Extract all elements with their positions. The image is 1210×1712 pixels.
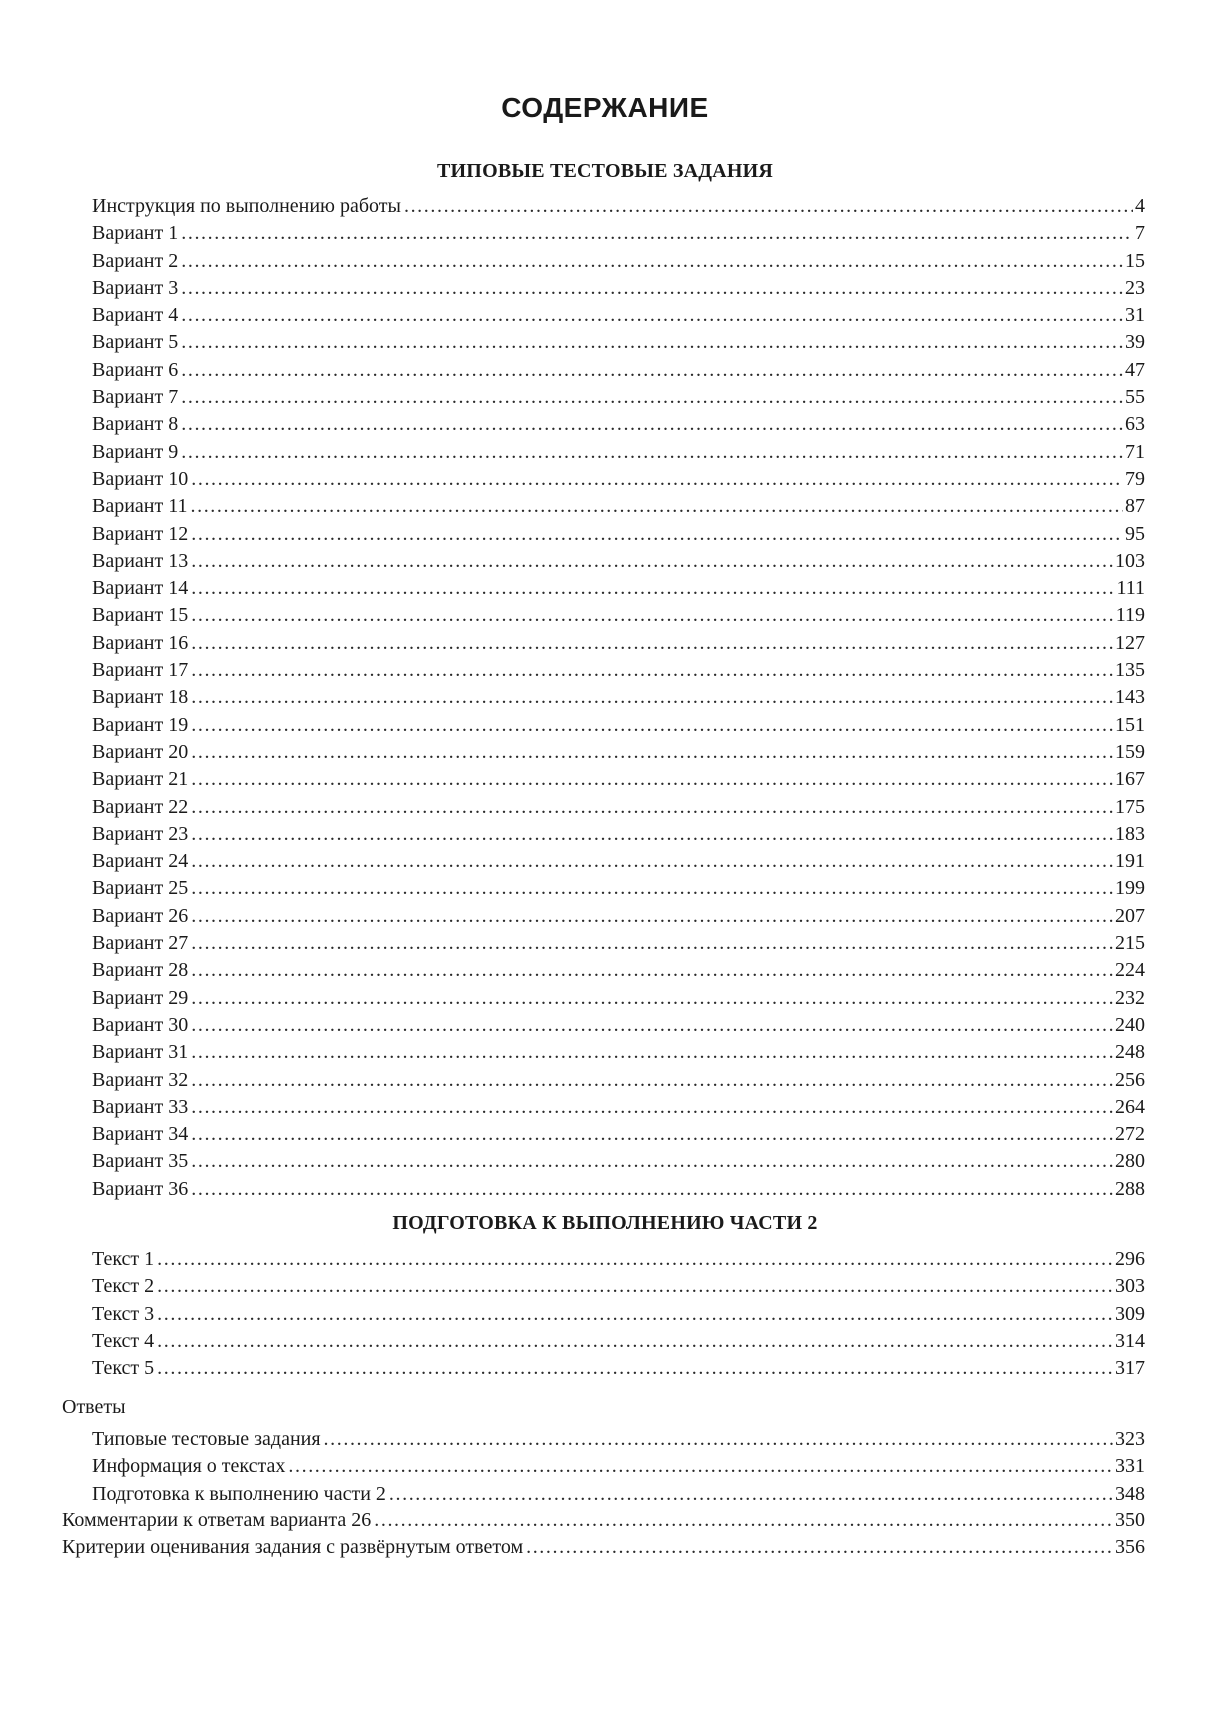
toc-dot-leader <box>191 1094 1113 1121</box>
toc-entry-page-number: 87 <box>1125 495 1145 518</box>
toc-entry-page-number: 264 <box>1115 1095 1145 1118</box>
toc-entry-label: Комментарии к ответам варианта 26 <box>62 1509 372 1531</box>
toc-entry-page-number: 288 <box>1115 1177 1145 1200</box>
toc-entry[interactable] <box>92 329 1145 356</box>
toc-entry[interactable] <box>92 766 1145 793</box>
toc-dot-leader <box>191 1121 1113 1148</box>
toc-list-tail <box>62 1507 1145 1562</box>
toc-entry[interactable] <box>92 1301 1145 1328</box>
toc-entry[interactable] <box>92 821 1145 848</box>
toc-dot-leader <box>181 220 1133 247</box>
toc-dot-leader <box>191 493 1124 520</box>
toc-dot-leader <box>157 1246 1113 1273</box>
toc-entry-page-number: 256 <box>1115 1068 1145 1091</box>
toc-entry[interactable] <box>92 1094 1145 1121</box>
toc-entry[interactable] <box>92 1121 1145 1148</box>
toc-entry[interactable] <box>92 1148 1145 1175</box>
toc-entry-label: Вариант 3 <box>92 276 179 299</box>
toc-entry-page-number: 303 <box>1115 1275 1145 1298</box>
toc-entry-label: Вариант 4 <box>92 304 179 327</box>
toc-dot-leader <box>191 875 1113 902</box>
toc-entry-label: Вариант 30 <box>92 1013 189 1036</box>
toc-dot-leader <box>191 657 1113 684</box>
toc-entry-label: Вариант 10 <box>92 467 189 490</box>
toc-dot-leader <box>191 602 1113 629</box>
toc-entry[interactable] <box>92 903 1145 930</box>
toc-entry-page-number: 356 <box>1115 1536 1145 1559</box>
toc-entry[interactable] <box>92 193 1145 220</box>
toc-entry[interactable] <box>92 930 1145 957</box>
toc-entry-label: Критерии оценивания задания с развёрнутым ответом <box>62 1536 524 1559</box>
toc-dot-leader <box>181 384 1123 411</box>
toc-entry-label: Типовые тестовые задания <box>92 1428 321 1450</box>
toc-entry-label: Подготовка к выполнению части 2 <box>92 1482 386 1505</box>
toc-entry[interactable] <box>92 466 1145 493</box>
toc-entry-page-number: 207 <box>1115 904 1145 927</box>
toc-entry[interactable] <box>92 1328 1145 1355</box>
toc-entry-label: Инструкция по выполнению работы <box>92 195 401 217</box>
toc-entry[interactable] <box>92 1176 1145 1203</box>
toc-dot-leader <box>324 1426 1113 1453</box>
toc-entry-page-number: 317 <box>1115 1357 1145 1380</box>
toc-dot-leader <box>191 1012 1113 1039</box>
toc-entry-label: Текст 5 <box>92 1357 155 1380</box>
toc-entry-page-number: 31 <box>1125 304 1145 327</box>
toc-entry[interactable] <box>92 1273 1145 1300</box>
toc-entry-page-number: 167 <box>1115 768 1145 791</box>
toc-entry-label: Вариант 16 <box>92 631 189 654</box>
toc-dot-leader <box>191 903 1113 930</box>
toc-entry-page-number: 309 <box>1115 1302 1145 1325</box>
toc-entry-page-number: 4 <box>1135 195 1145 217</box>
toc-entry-label: Вариант 23 <box>92 822 189 845</box>
toc-dot-leader <box>191 739 1113 766</box>
toc-entry-label: Вариант 14 <box>92 577 189 600</box>
toc-entry[interactable] <box>92 1355 1145 1382</box>
toc-entry[interactable] <box>92 248 1145 275</box>
toc-entry-label: Текст 3 <box>92 1302 155 1325</box>
toc-entry-page-number: 215 <box>1115 932 1145 955</box>
toc-entry[interactable] <box>92 602 1145 629</box>
toc-entry-page-number: 191 <box>1115 850 1145 873</box>
toc-entry[interactable] <box>92 957 1145 984</box>
toc-entry-label: Вариант 12 <box>92 522 189 545</box>
toc-entry-page-number: 199 <box>1115 877 1145 900</box>
toc-dot-leader <box>181 411 1123 438</box>
toc-entry-label: Вариант 1 <box>92 222 179 245</box>
toc-entry[interactable] <box>92 684 1145 711</box>
toc-entry-page-number: 55 <box>1125 386 1145 409</box>
toc-entry[interactable] <box>62 1507 1145 1534</box>
toc-entry-page-number: 240 <box>1115 1013 1145 1036</box>
toc-entry-label: Вариант 26 <box>92 904 189 927</box>
answers-heading: Ответы <box>62 1396 126 1418</box>
toc-entry-label: Вариант 18 <box>92 686 189 709</box>
toc-entry-label: Текст 2 <box>92 1275 155 1298</box>
toc-dot-leader <box>404 193 1133 220</box>
toc-dot-leader <box>191 521 1123 548</box>
toc-entry-label: Вариант 25 <box>92 877 189 900</box>
toc-entry-page-number: 331 <box>1115 1455 1145 1478</box>
toc-entry-page-number: 183 <box>1115 822 1145 845</box>
toc-dot-leader <box>157 1355 1113 1382</box>
toc-list-typical-tasks <box>92 193 1145 1203</box>
toc-dot-leader <box>191 821 1113 848</box>
toc-entry[interactable] <box>92 1246 1145 1273</box>
toc-entry-page-number: 7 <box>1135 222 1145 245</box>
toc-entry-page-number: 296 <box>1115 1248 1145 1270</box>
toc-entry-page-number: 224 <box>1115 959 1145 982</box>
toc-entry-page-number: 232 <box>1115 986 1145 1009</box>
toc-entry[interactable] <box>92 1039 1145 1066</box>
toc-entry-label: Вариант 15 <box>92 604 189 627</box>
page-title: СОДЕРЖАНИЕ <box>501 92 709 123</box>
toc-dot-leader <box>389 1481 1113 1508</box>
toc-entry[interactable] <box>92 521 1145 548</box>
toc-entry[interactable] <box>92 575 1145 602</box>
toc-entry-label: Вариант 34 <box>92 1123 189 1146</box>
toc-dot-leader <box>191 575 1114 602</box>
toc-entry-label: Вариант 20 <box>92 740 189 763</box>
toc-dot-leader <box>181 329 1123 356</box>
toc-entry-label: Вариант 13 <box>92 549 189 572</box>
toc-entry-label: Вариант 17 <box>92 659 189 682</box>
toc-entry-page-number: 159 <box>1115 740 1145 763</box>
toc-dot-leader <box>191 766 1113 793</box>
toc-entry[interactable] <box>92 875 1145 902</box>
toc-entry-page-number: 63 <box>1125 413 1145 436</box>
toc-entry-page-number: 135 <box>1115 659 1145 682</box>
toc-entry-label: Текст 1 <box>92 1248 155 1270</box>
toc-dot-leader <box>157 1328 1113 1355</box>
section-title-typical-tasks: ТИПОВЫЕ ТЕСТОВЫЕ ЗАДАНИЯ <box>437 160 773 182</box>
toc-dot-leader <box>191 1039 1113 1066</box>
toc-entry[interactable] <box>92 411 1145 438</box>
toc-dot-leader <box>191 985 1113 1012</box>
toc-entry-label: Вариант 32 <box>92 1068 189 1091</box>
toc-entry-label: Вариант 27 <box>92 932 189 955</box>
toc-entry-label: Вариант 28 <box>92 959 189 982</box>
toc-entry-page-number: 248 <box>1115 1041 1145 1064</box>
toc-entry-label: Вариант 5 <box>92 331 179 354</box>
toc-entry-page-number: 314 <box>1115 1329 1145 1352</box>
toc-entry[interactable] <box>92 548 1145 575</box>
toc-entry[interactable] <box>92 630 1145 657</box>
toc-entry-page-number: 272 <box>1115 1123 1145 1146</box>
toc-entry-label: Вариант 36 <box>92 1177 189 1200</box>
toc-list-part2 <box>92 1246 1145 1382</box>
toc-dot-leader <box>191 630 1113 657</box>
toc-entry-page-number: 47 <box>1125 358 1145 381</box>
toc-dot-leader <box>157 1301 1113 1328</box>
toc-entry-page-number: 280 <box>1115 1150 1145 1173</box>
toc-entry[interactable] <box>92 439 1145 466</box>
toc-entry-label: Вариант 24 <box>92 850 189 873</box>
toc-entry[interactable] <box>92 1426 1145 1453</box>
toc-entry[interactable] <box>92 357 1145 384</box>
toc-entry[interactable] <box>62 1534 1145 1561</box>
toc-entry-label: Вариант 22 <box>92 795 189 818</box>
toc-entry-page-number: 323 <box>1115 1428 1145 1450</box>
toc-entry-label: Информация о текстах <box>92 1455 286 1478</box>
toc-entry[interactable] <box>92 739 1145 766</box>
toc-entry-page-number: 119 <box>1115 604 1145 627</box>
toc-dot-leader <box>191 1067 1113 1094</box>
toc-entry[interactable] <box>92 384 1145 411</box>
toc-dot-leader <box>181 357 1123 384</box>
toc-entry[interactable] <box>92 794 1145 821</box>
toc-entry-label: Вариант 6 <box>92 358 179 381</box>
toc-entry-label: Вариант 8 <box>92 413 179 436</box>
toc-entry-page-number: 39 <box>1125 331 1145 354</box>
toc-entry-label: Вариант 7 <box>92 386 179 409</box>
toc-entry-label: Текст 4 <box>92 1329 155 1352</box>
toc-entry-page-number: 71 <box>1125 440 1145 463</box>
toc-dot-leader <box>181 302 1123 329</box>
toc-entry[interactable] <box>92 220 1145 247</box>
toc-entry-page-number: 127 <box>1115 631 1145 654</box>
toc-entry-label: Вариант 2 <box>92 249 179 272</box>
toc-entry-page-number: 175 <box>1115 795 1145 818</box>
toc-entry[interactable] <box>92 1012 1145 1039</box>
toc-entry-page-number: 348 <box>1115 1482 1145 1505</box>
toc-dot-leader <box>526 1534 1113 1561</box>
toc-entry[interactable] <box>92 657 1145 684</box>
toc-entry-label: Вариант 35 <box>92 1150 189 1173</box>
toc-dot-leader <box>181 439 1123 466</box>
toc-entry[interactable] <box>92 848 1145 875</box>
toc-dot-leader <box>191 930 1113 957</box>
section-title-part2: ПОДГОТОВКА К ВЫПОЛНЕНИЮ ЧАСТИ 2 <box>392 1212 818 1234</box>
toc-entry-page-number: 151 <box>1115 713 1145 736</box>
toc-entry-page-number: 111 <box>1116 577 1145 600</box>
toc-dot-leader <box>157 1273 1113 1300</box>
toc-entry-page-number: 350 <box>1115 1509 1145 1531</box>
toc-entry-page-number: 15 <box>1125 249 1145 272</box>
toc-entry-label: Вариант 11 <box>92 495 188 518</box>
toc-entry-label: Вариант 9 <box>92 440 179 463</box>
toc-entry-label: Вариант 21 <box>92 768 189 791</box>
toc-entry-label: Вариант 31 <box>92 1041 189 1064</box>
toc-entry-page-number: 95 <box>1125 522 1145 545</box>
toc-entry[interactable] <box>92 712 1145 739</box>
toc-entry-page-number: 23 <box>1125 276 1145 299</box>
toc-dot-leader <box>191 1176 1113 1203</box>
toc-entry[interactable] <box>92 1067 1145 1094</box>
toc-dot-leader <box>191 848 1113 875</box>
toc-entry[interactable] <box>92 493 1145 520</box>
toc-entry[interactable] <box>92 302 1145 329</box>
toc-entry[interactable] <box>92 1481 1145 1508</box>
toc-dot-leader <box>374 1507 1113 1534</box>
toc-entry-page-number: 143 <box>1115 686 1145 709</box>
toc-list-answers <box>92 1426 1145 1508</box>
toc-dot-leader <box>191 684 1113 711</box>
toc-dot-leader <box>288 1453 1113 1480</box>
toc-entry-label: Вариант 29 <box>92 986 189 1009</box>
toc-entry[interactable] <box>92 1453 1145 1480</box>
toc-dot-leader <box>191 794 1113 821</box>
toc-dot-leader <box>191 548 1113 575</box>
toc-entry-label: Вариант 19 <box>92 713 189 736</box>
toc-dot-leader <box>191 466 1123 493</box>
toc-entry[interactable] <box>92 985 1145 1012</box>
toc-entry-page-number: 103 <box>1115 549 1145 572</box>
toc-dot-leader <box>191 957 1113 984</box>
toc-entry-page-number: 79 <box>1125 467 1145 490</box>
toc-dot-leader <box>191 1148 1113 1175</box>
toc-entry[interactable] <box>92 275 1145 302</box>
toc-entry-label: Вариант 33 <box>92 1095 189 1118</box>
toc-dot-leader <box>181 248 1123 275</box>
toc-dot-leader <box>191 712 1113 739</box>
toc-dot-leader <box>181 275 1123 302</box>
